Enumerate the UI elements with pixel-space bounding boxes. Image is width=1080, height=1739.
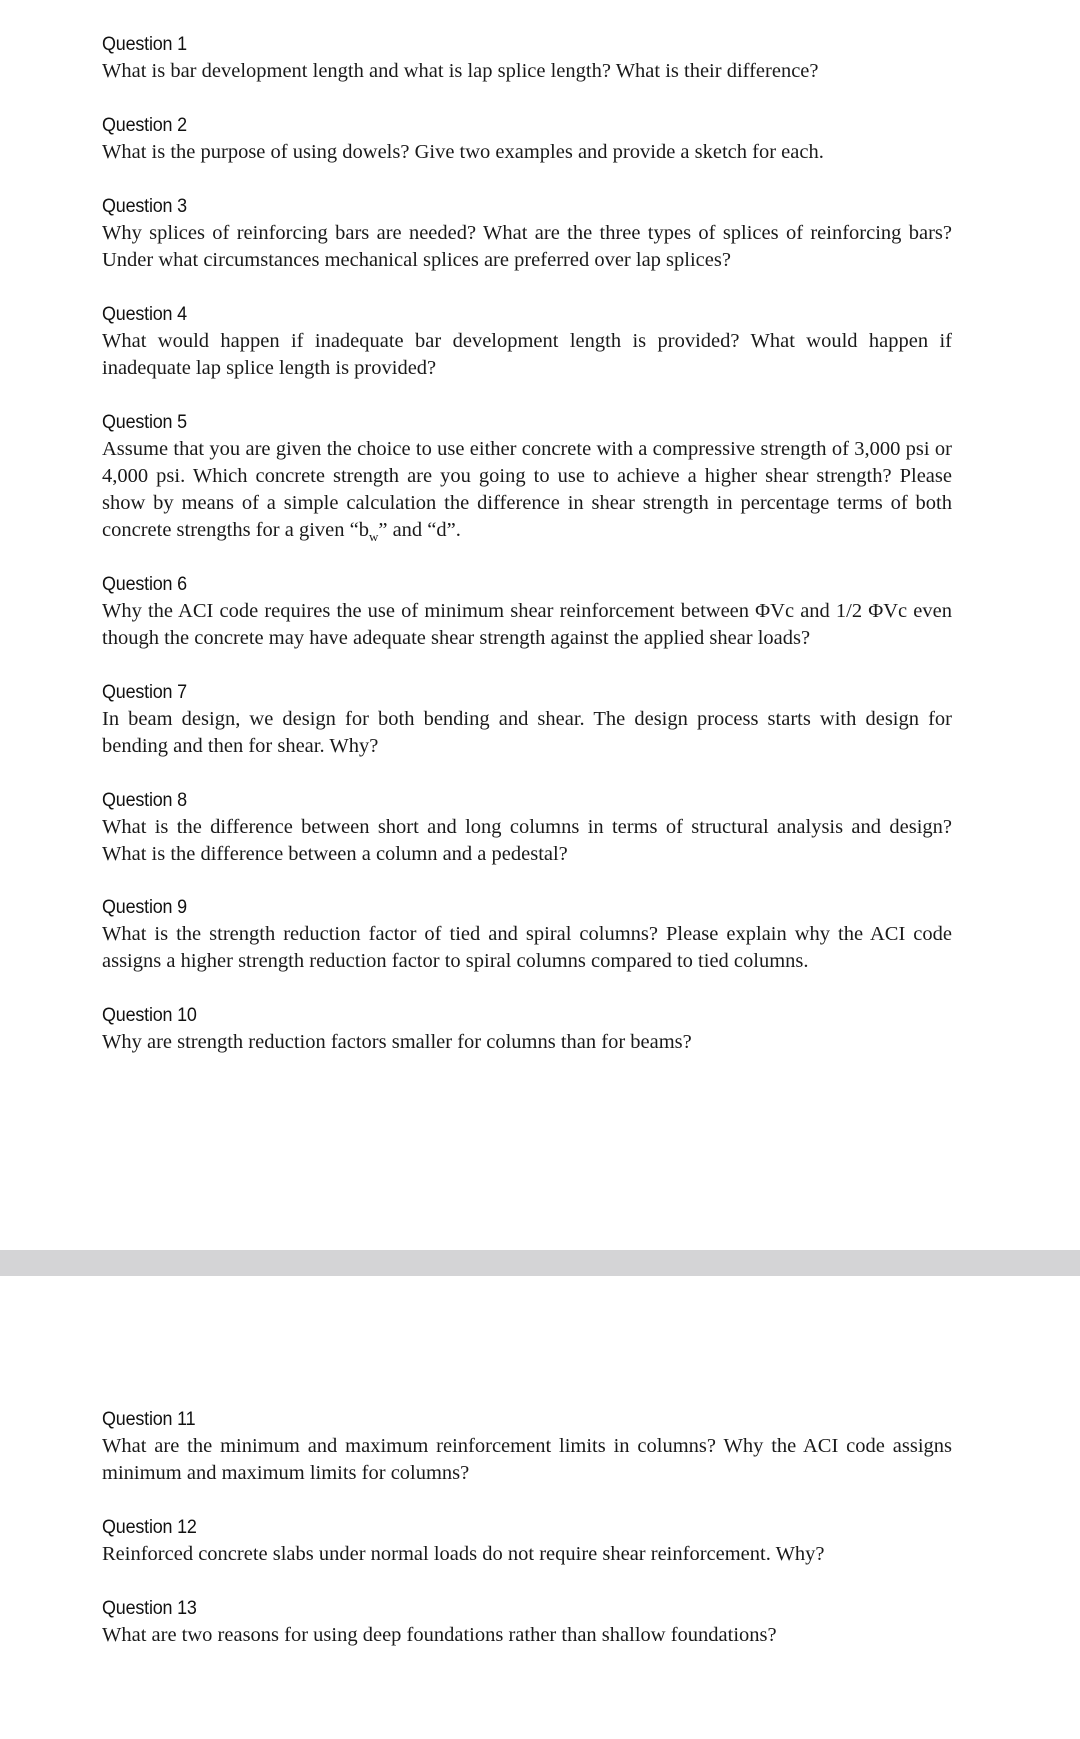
question-heading: Question 6 (102, 573, 187, 595)
question-heading: Question 13 (102, 1597, 197, 1619)
question-heading: Question 8 (102, 789, 187, 811)
question-text: What are the minimum and maximum reinforcement limits in columns? Why the ACI code assigns minimum and maximum limits for columns? (102, 1435, 952, 1484)
question-text-main: Assume that you are given the choice to use either concrete with a compressive strength of 3,000 psi or 4,000 psi. Which concrete strength are you going to use to achieve a higher shear strength? Please show by means of a simple calculation the difference in shear strength in percentage terms of both concrete strengths for a given “b (102, 438, 952, 541)
question-text: Why splices of reinforcing bars are needed? What are the three types of splices of reinforcing bars? Under what circumstances mechanical splices are preferred over lap splices? (102, 222, 952, 271)
question-heading: Question 4 (102, 303, 187, 325)
question-heading: Question 1 (102, 33, 187, 55)
question-text: What would happen if inadequate bar development length is provided? What would happen if inadequate lap splice length is provided? (102, 330, 952, 379)
question-text: What is the difference between short and long columns in terms of structural analysis and design? What is the difference between a column and a pedestal? (102, 816, 952, 865)
question-heading: Question 3 (102, 195, 187, 217)
page-separator (0, 1250, 1080, 1276)
question-heading: Question 2 (102, 114, 187, 136)
question-heading: Question 9 (102, 896, 187, 918)
question-9 (102, 894, 952, 975)
question-8 (102, 787, 952, 868)
question-text (102, 436, 952, 550)
question-text: What is the strength reduction factor of tied and spiral columns? Please explain why the ACI code assigns a higher strength reduction factor to spiral columns compared to tied columns. (102, 923, 952, 972)
question-text: Why the ACI code requires the use of minimum shear reinforcement between ΦVc and 1/2 ΦVc even though the concrete may have adequate shear strength against the applied shear loads? (102, 600, 952, 649)
question-heading: Question 10 (102, 1004, 197, 1026)
question-3 (102, 193, 952, 274)
question-13 (102, 1595, 952, 1649)
question-text: What are two reasons for using deep foundations rather than shallow foundations? (102, 1624, 777, 1646)
question-heading: Question 12 (102, 1516, 197, 1538)
question-heading: Question 11 (102, 1408, 196, 1430)
question-text: Reinforced concrete slabs under normal loads do not require shear reinforcement. Why? (102, 1543, 825, 1565)
question-text: In beam design, we design for both bending and shear. The design process starts with design for bending and then for shear. Why? (102, 708, 952, 757)
question-text: Why are strength reduction factors smaller for columns than for beams? (102, 1031, 692, 1053)
question-text-tail: ” and “d”. (378, 519, 461, 541)
question-10 (102, 1002, 952, 1056)
question-2 (102, 112, 952, 166)
question-text: What is bar development length and what is lap splice length? What is their difference? (102, 60, 819, 82)
question-6 (102, 571, 952, 652)
document-page-2 (0, 1276, 1080, 1739)
question-text: What is the purpose of using dowels? Give two examples and provide a sketch for each. (102, 141, 824, 163)
question-1 (102, 31, 952, 85)
question-heading: Question 5 (102, 411, 187, 433)
question-11 (102, 1406, 952, 1487)
question-heading: Question 7 (102, 681, 187, 703)
subscript-w: w (368, 529, 379, 545)
question-5 (102, 409, 952, 550)
question-12 (102, 1514, 952, 1568)
question-7 (102, 679, 952, 760)
question-4 (102, 301, 952, 382)
